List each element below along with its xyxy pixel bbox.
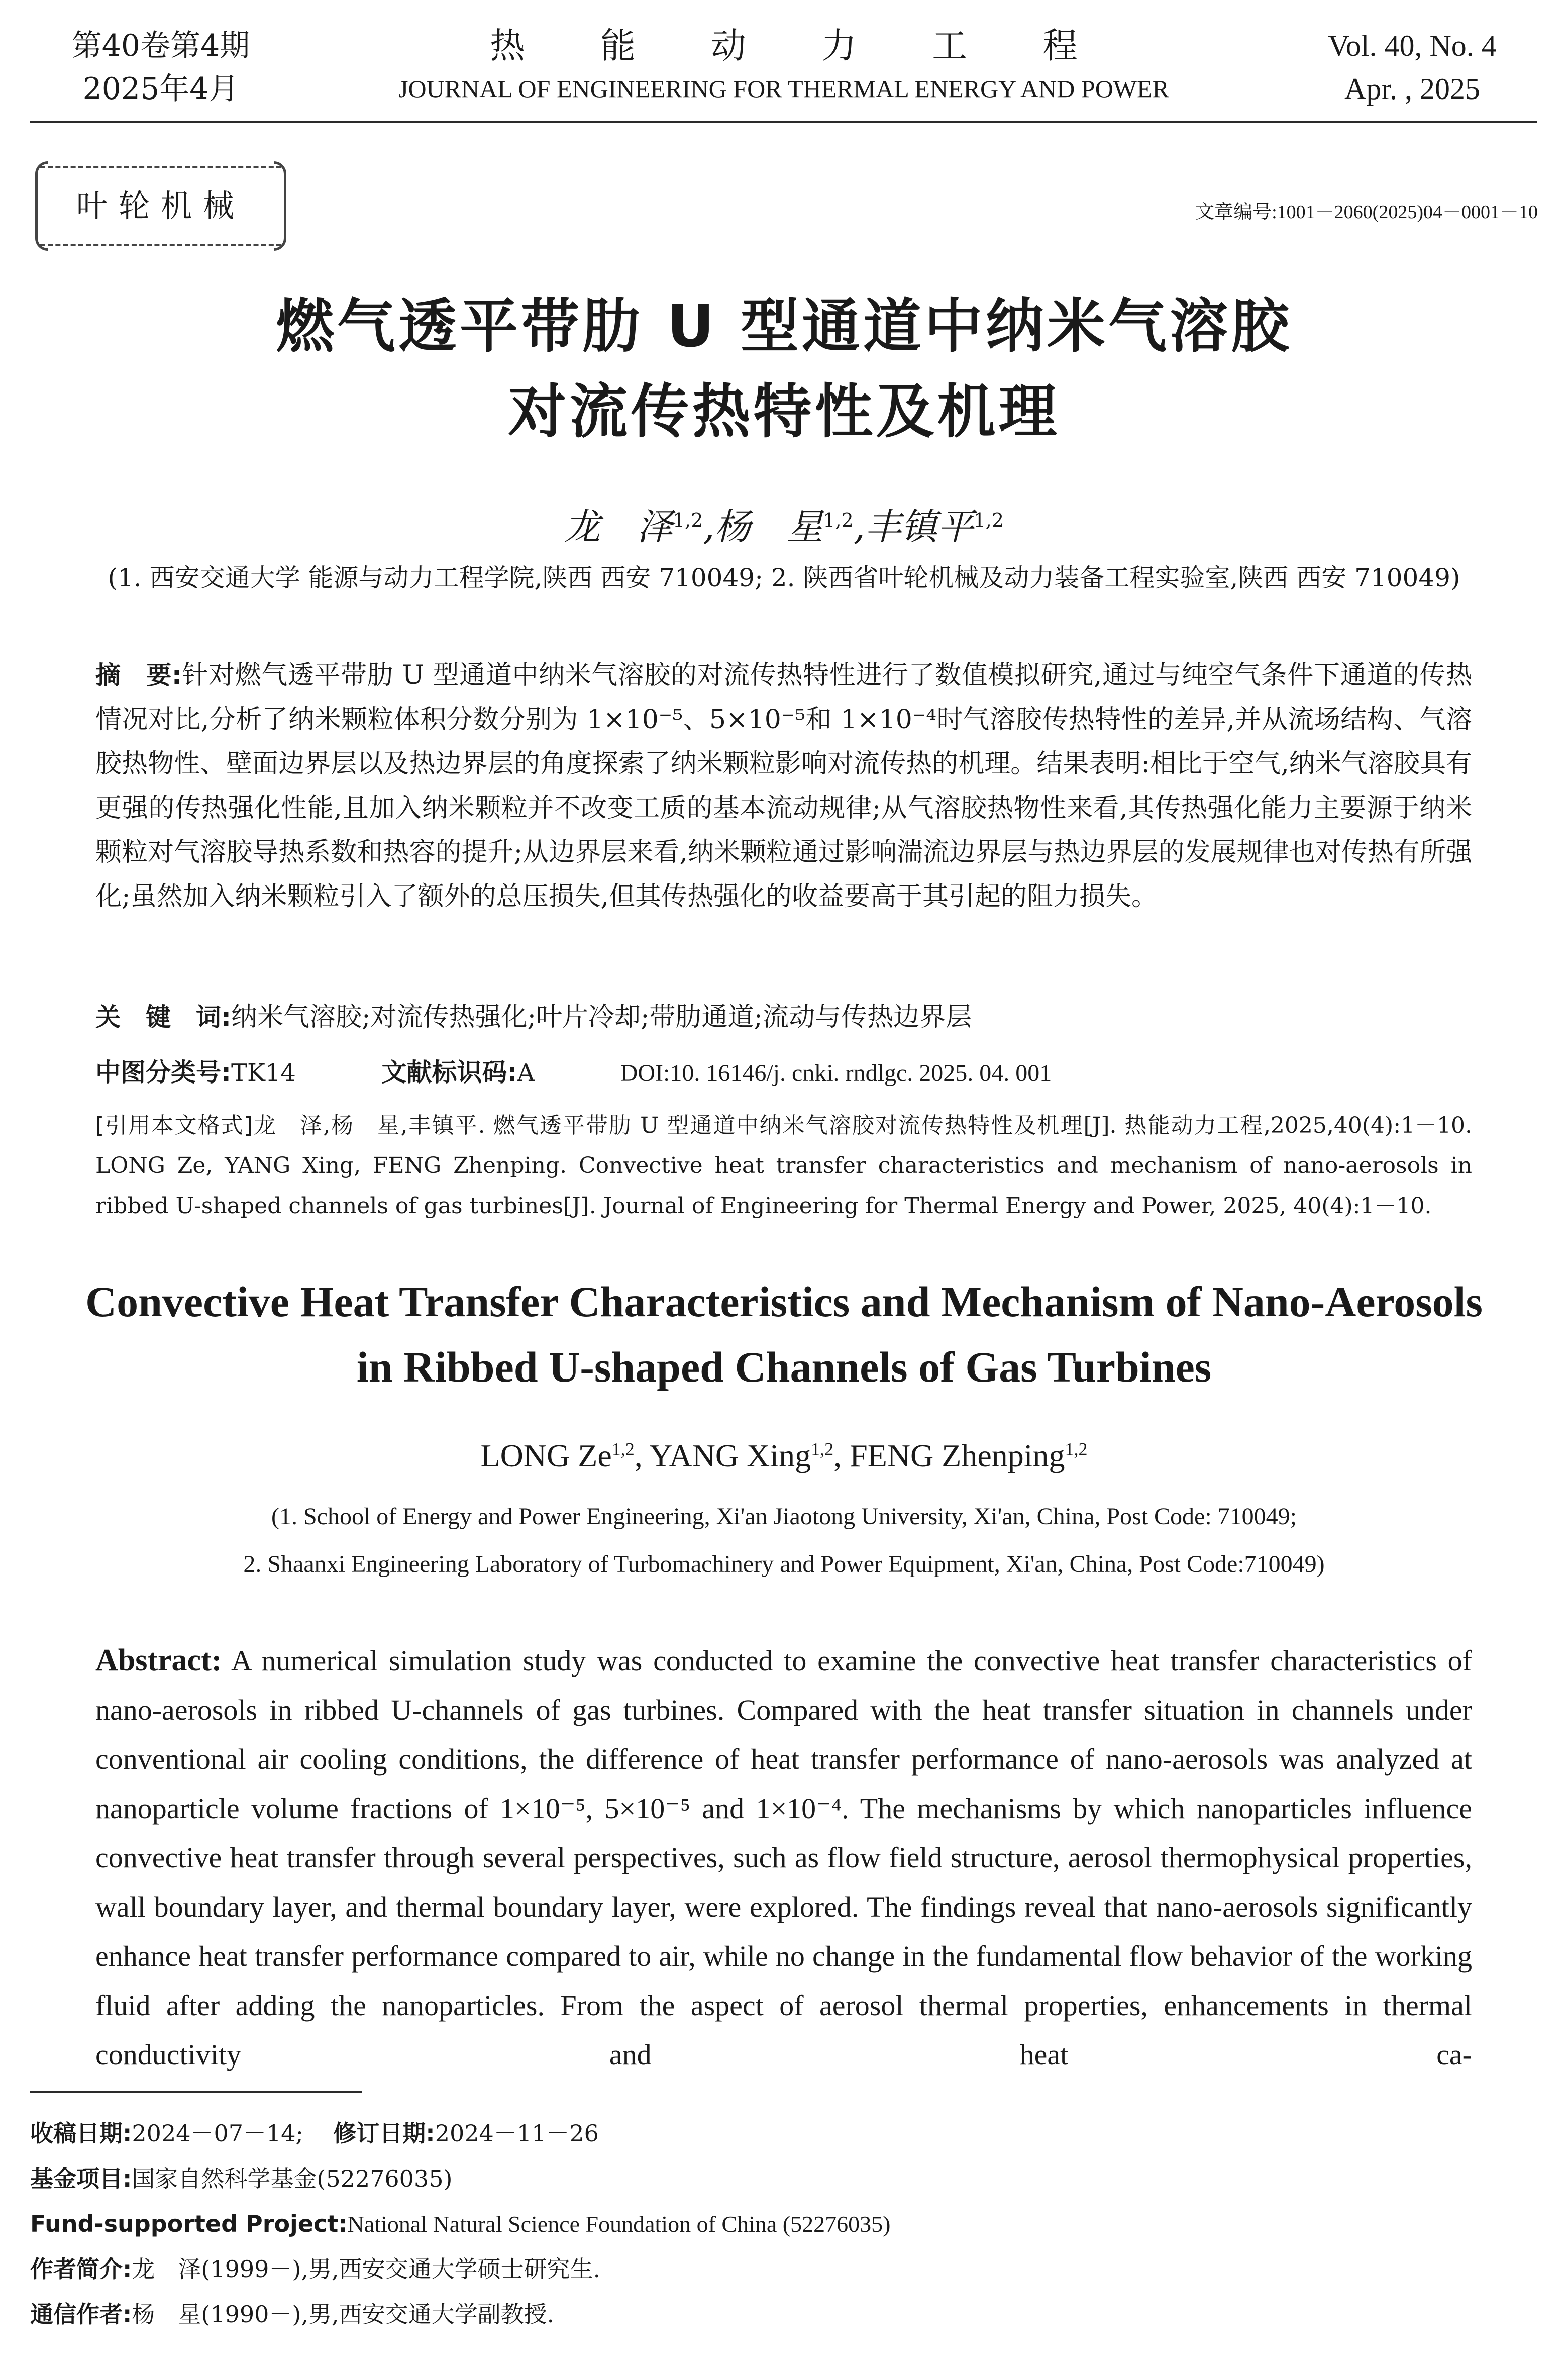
- author-name: 丰镇平: [865, 506, 974, 548]
- fund-text: 国家自然科学基金(52276035): [132, 2165, 453, 2192]
- keywords-cn-label: 关 键 词:: [95, 1003, 231, 1032]
- abstract-en-text: A numerical simulation study was conducted to examine the convective heat transfer characteristics of nano-aerosols in ribbed U-channels of gas turbines. Compared with the heat transfer situation in channels under conventional air cooling conditions, the difference of heat transfer performance of nano-aerosols was analyzed at nanoparticle volume fractions of 1×10⁻⁵, 5×10⁻⁵ and 1×10⁻⁴. The mechanisms by which nanoparticles influence convective heat transfer through several perspectives, such as flow field structure, aerosol thermophysical properties, wall boundary layer, and thermal boundary layer, were explored. The findings reveal that nano-aerosols significantly enhance heat transfer performance compared to air, while no change in the fundamental flow behavior of the working fluid after adding the nanoparticles. From the aspect of aerosol thermal properties, enhancements in thermal conductivity and heat ca-: [95, 1644, 1472, 2071]
- author-affil-mark: 1,2: [973, 509, 1004, 531]
- author-name-en: LONG Ze: [480, 1438, 612, 1473]
- title-cn-line-2: 对流传热特性及机理: [508, 378, 1060, 446]
- title-cn-line-1: 燃气透平带肋 U 型通道中纳米气溶胶: [276, 292, 1292, 360]
- date-en: Apr. , 2025: [1344, 72, 1480, 106]
- abstract-cn-label: 摘 要:: [95, 661, 182, 690]
- date-cn: 2025年4月: [82, 71, 239, 107]
- issue-cn: 第40卷第4期: [71, 28, 250, 63]
- author-name: 龙 泽: [564, 506, 673, 548]
- authors-cn: 龙 泽$^{1,2}$,杨 星$^{1,2}$,丰镇平$^{1,2}$: [564, 506, 1004, 548]
- affiliation-en-line-1: (1. School of Energy and Power Engineering, Xi'an Jiaotong University, Xi'an, China, Post Code: 710049;: [271, 1503, 1297, 1530]
- doc-code-value: A: [517, 1059, 535, 1087]
- keywords-cn-text: 纳米气溶胶;对流传热强化;叶片冷却;带肋通道;流动与传热边界层: [231, 1002, 972, 1032]
- fund-en-label: Fund-supported Project:: [30, 2210, 348, 2237]
- header-issue: [50, 24, 271, 111]
- abstract-cn: [95, 653, 1472, 919]
- abstract-en-label: Abstract:: [95, 1643, 222, 1678]
- header-volume: [1307, 24, 1518, 111]
- journal-name-en: JOURNAL OF ENGINEERING FOR THERMAL ENERGY AND POWER: [398, 75, 1169, 103]
- abstract-cn-text: 针对燃气透平带肋 U 型通道中纳米气溶胶的对流传热特性进行了数值模拟研究,通过与纯空气条件下通道的传热情况对比,分析了纳米颗粒体积分数分别为 1×10⁻⁵、5×10⁻⁵和 1×10⁻⁴时气溶胶传热特性的差异,并从流场结构、气溶胶热物性、壁面边界层以及热边界层的角度探索了纳米颗粒影响对流传热的机理。结果表明:相比于空气,纳米气溶胶具有更强的传热强化性能,且加入纳米颗粒并不改变工质的基本流动规律;从气溶胶热物性来看,其传热强化能力主要源于纳米颗粒对气溶胶导热系数和热容的提升;从边界层来看,纳米颗粒通过影响湍流边界层与热边界层的发展规律也对传热有所强化;虽然加入纳米颗粒引入了额外的总压损失,但其传热强化的收益要高于其引起的阻力损失。: [95, 660, 1472, 912]
- corresponding-text: 杨 星(1990－),男,西安交通大学副教授.: [132, 2301, 555, 2328]
- footnote-dates: [30, 2116, 1537, 2151]
- doc-code-label: 文献标识码:: [381, 1058, 517, 1087]
- citation: [95, 1106, 1472, 1226]
- fund-en-text: National Natural Science Foundation of China (52276035): [347, 2211, 891, 2237]
- column-label: 叶轮机械: [76, 187, 245, 224]
- footnote-rule: [30, 2091, 362, 2093]
- affiliation-cn: (1. 西安交通大学 能源与动力工程学院,陕西 西安 710049; 2. 陕西省叶轮机械及动力装备工程实验室,陕西 西安 710049): [108, 563, 1460, 593]
- affiliation-en-line-2: 2. Shaanxi Engineering Laboratory of Turbomachinery and Power Equipment, Xi'an, China, Post Code:710049): [243, 1551, 1325, 1578]
- abstract-en: [95, 1636, 1472, 2080]
- classification-line: [95, 1050, 1472, 1096]
- revised-date: 2024－11－26: [435, 2120, 599, 2147]
- title-en-line-1: Convective Heat Transfer Characteristics and Mechanism of Nano-Aerosols: [85, 1277, 1483, 1326]
- citation-label: [引用本文格式]: [95, 1113, 253, 1138]
- received-date: 2024－07－14;: [132, 2120, 304, 2147]
- author-affil-mark-en: 1,2: [811, 1439, 834, 1459]
- footnote-author: [30, 2251, 1537, 2287]
- citation-text: 龙 泽,杨 星,丰镇平. 燃气透平带肋 U 型通道中纳米气溶胶对流传热特性及机理[J]. 热能动力工程,2025,40(4):1－10. LONG Ze, YANG Xing, FENG Zhenping. Convective heat transfer characteristics and mechanism of nano-aerosols in ribbed U-shaped channels of gas turbines[J]. Journal of Engineering for Thermal Energy and Power, 2025, 40(4):1－10.: [95, 1113, 1472, 1219]
- received-label: 收稿日期:: [30, 2120, 132, 2147]
- header-rule: [30, 121, 1537, 123]
- title-en-line-2: in Ribbed U-shaped Channels of Gas Turbines: [356, 1343, 1212, 1391]
- journal-name-cn: 热能动力工程: [490, 25, 1153, 66]
- doi: DOI:10. 16146/j. cnki. rndlgc. 2025. 04. 001: [620, 1060, 1052, 1087]
- author-affil-mark: 1,2: [672, 509, 703, 531]
- article-number: 文章编号:1001－2060(2025)04－0001－10: [1195, 202, 1538, 223]
- volume-en: Vol. 40, No. 4: [1328, 29, 1497, 62]
- author-affil-mark-en: 1,2: [611, 1439, 635, 1459]
- author-bio-text: 龙 泽(1999－),男,西安交通大学硕士研究生.: [132, 2255, 601, 2283]
- revised-label: 修订日期:: [333, 2120, 435, 2147]
- author-name: 杨 星: [714, 506, 823, 548]
- author-name-en: YANG Xing: [649, 1438, 811, 1473]
- fund-label: 基金项目:: [30, 2165, 132, 2192]
- column-label-box: [40, 166, 281, 246]
- author-affil-mark-en: 1,2: [1065, 1439, 1088, 1459]
- author-name-en: FENG Zhenping: [850, 1438, 1065, 1473]
- clc-value: TK14: [231, 1059, 296, 1087]
- footnote-fund: [30, 2161, 1537, 2196]
- footnote-corresponding: [30, 2297, 1537, 2332]
- author-affil-mark: 1,2: [823, 509, 854, 531]
- authors-en: LONG Ze$^{1,2}$, YANG Xing$^{1,2}$, FENG Zhenping$^{1,2}$: [480, 1438, 1088, 1473]
- author-bio-label: 作者简介:: [30, 2255, 132, 2283]
- corresponding-label: 通信作者:: [30, 2301, 132, 2328]
- clc-label: 中图分类号:: [95, 1058, 231, 1087]
- keywords-cn: [95, 995, 1472, 1039]
- journal-masthead: [301, 24, 1266, 111]
- footnote-fund-en: [30, 2206, 1537, 2242]
